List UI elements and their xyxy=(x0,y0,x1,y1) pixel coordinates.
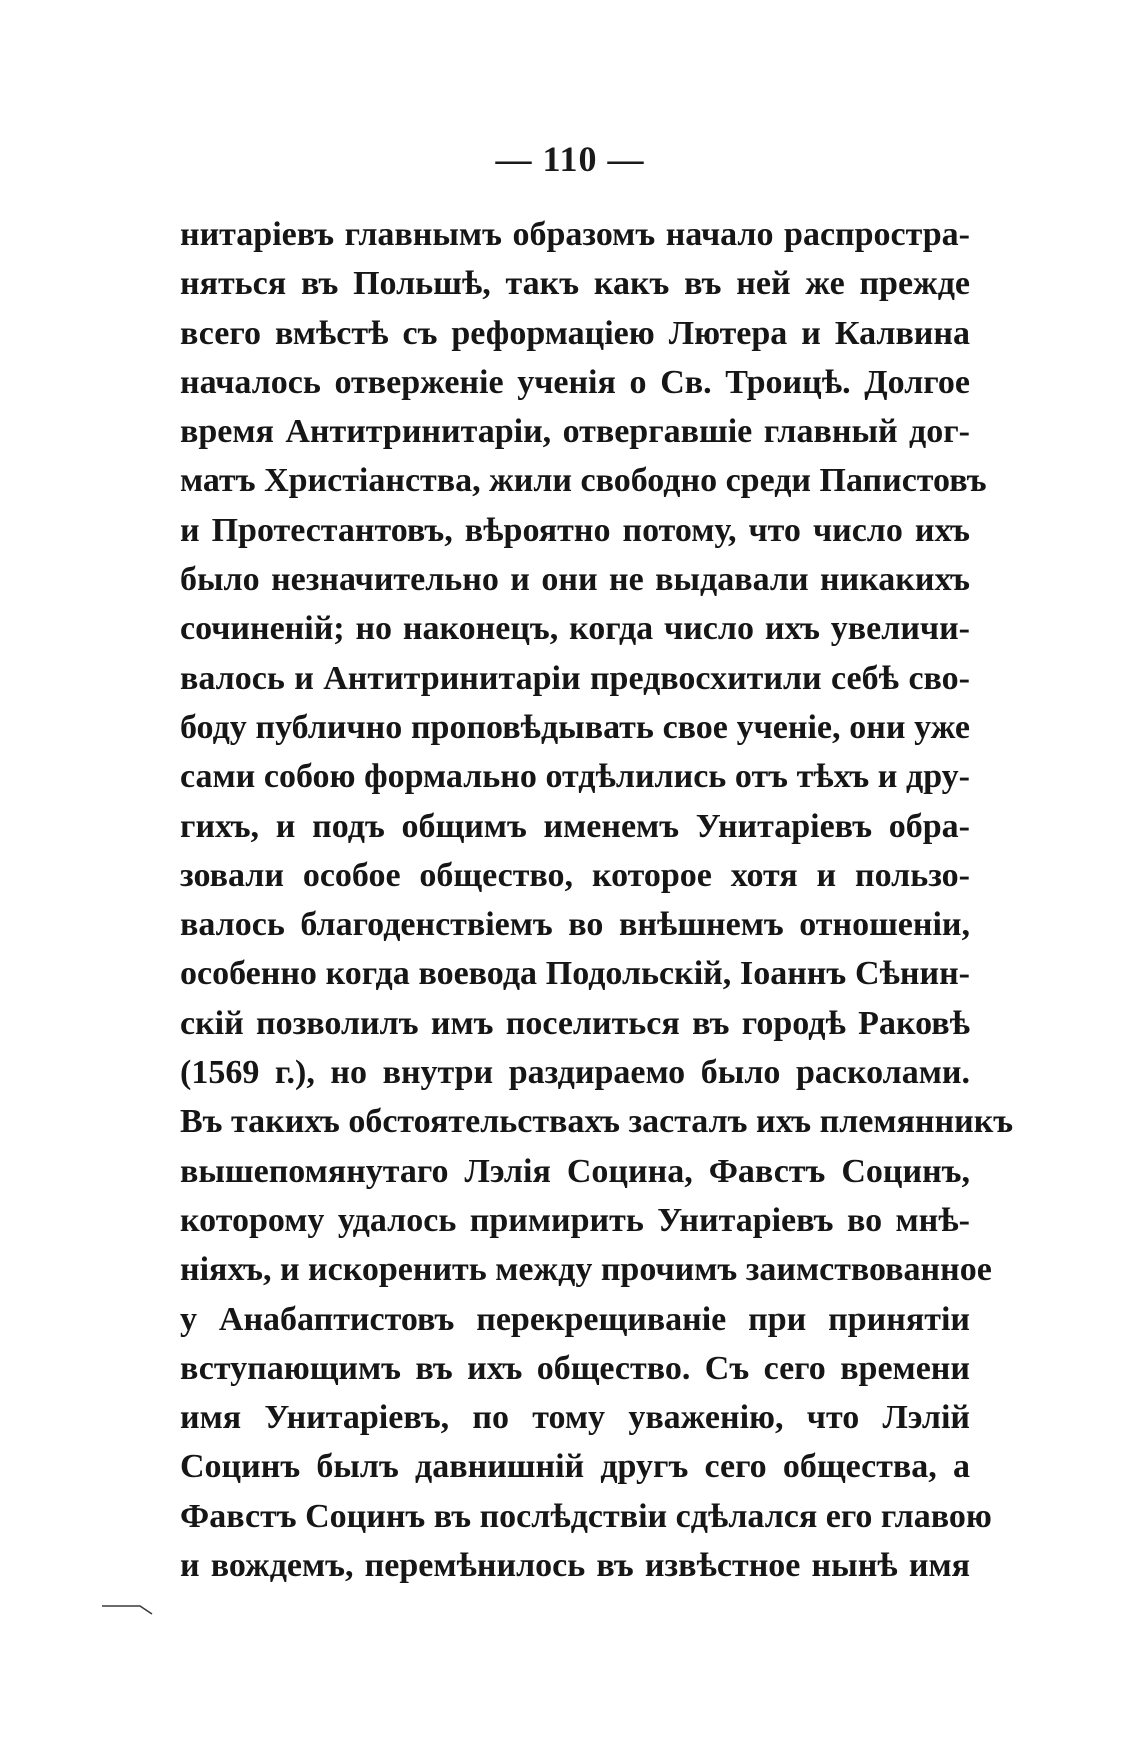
text-line: (1569 г.), но внутри раздираемо было расколами. xyxy=(180,1054,970,1092)
text-line: время Антитринитаріи, отвергавшіе главный дог- xyxy=(180,413,970,451)
text-line: Социнъ былъ давнишній другъ сего общества, а xyxy=(180,1448,970,1486)
text-line: гихъ, и подъ общимъ именемъ Унитаріевъ обра- xyxy=(180,807,970,845)
text-line: вышепомянутаго Лэлія Социна, Фавстъ Социнъ, xyxy=(180,1152,970,1190)
text-line: началось отверженіе ученія о Св. Троицѣ. Долгое xyxy=(180,363,970,401)
page-number: — 110 — xyxy=(495,139,645,179)
text-line: всего вмѣстѣ съ реформаціею Лютера и Калвина xyxy=(180,314,970,352)
text-line: матъ Христіанства, жили свободно среди Папистовъ xyxy=(180,462,987,500)
text-line: вступающимъ въ ихъ общество. Съ сего времени xyxy=(180,1349,970,1387)
text-line: и Протестантовъ, вѣроятно потому, что число ихъ xyxy=(180,511,970,549)
body-text xyxy=(180,210,1014,1590)
text-line: имя Унитаріевъ, по тому уваженію, что Лэлій xyxy=(180,1399,970,1437)
text-line: боду публично проповѣдывать свое ученіе, они уже xyxy=(180,708,970,746)
text-line: няться въ Польшѣ, такъ какъ въ ней же прежде xyxy=(180,265,970,303)
scan-artifact-mark xyxy=(100,1598,160,1618)
text-line: сами собою формально отдѣлились отъ тѣхъ и дру- xyxy=(180,758,970,796)
text-line: сочиненій; но наконецъ, когда число ихъ увеличи- xyxy=(180,610,970,648)
text-line: валось и Антитринитаріи предвосхитили себѣ сво- xyxy=(180,659,970,697)
text-line: и вождемъ, перемѣнилось въ извѣстное нынѣ имя xyxy=(180,1547,970,1585)
text-line: Въ такихъ обстоятельствахъ засталъ ихъ племянникъ xyxy=(180,1103,1014,1141)
text-line: было незначительно и они не выдавали никакихъ xyxy=(180,561,970,599)
text-line: особенно когда воевода Подольскій, Іоаннъ Сѣнин- xyxy=(180,955,970,993)
text-line: ніяхъ, и искоренить между прочимъ заимствованное xyxy=(180,1251,992,1289)
text-line: валось благоденствіемъ во внѣшнемъ отношеніи, xyxy=(180,906,970,944)
text-line: нитаріевъ главнымъ образомъ начало распростра- xyxy=(180,216,970,253)
text-line: зовали особое общество, которое хотя и пользо- xyxy=(180,856,970,894)
text-line: которому удалось примирить Унитаріевъ во мнѣ- xyxy=(180,1201,970,1239)
text-line: скій позволилъ имъ поселиться въ городѣ Раковѣ xyxy=(180,1004,970,1042)
text-line: Фавстъ Социнъ въ послѣдствіи сдѣлался его главою xyxy=(180,1497,992,1535)
text-line: у Анабаптистовъ перекрещиваніе при принятіи xyxy=(180,1300,970,1338)
